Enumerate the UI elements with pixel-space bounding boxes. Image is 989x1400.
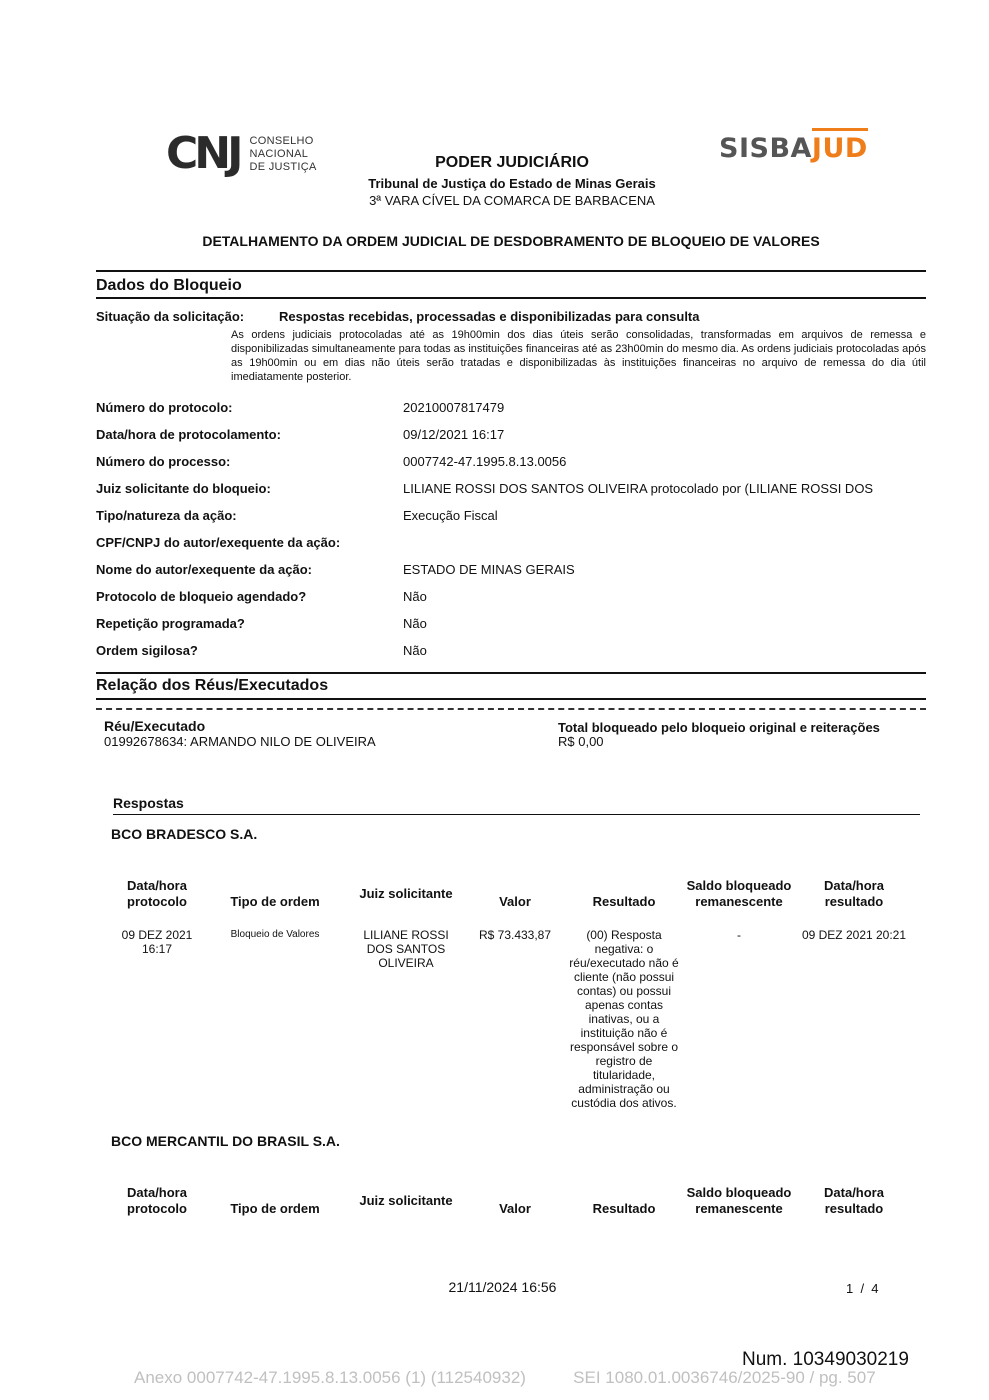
cell-line: DOS SANTOS <box>366 942 446 956</box>
cnj-logo <box>166 128 317 179</box>
reu-value: 01992678634: ARMANDO NILO DE OLIVEIRA <box>104 734 376 749</box>
column-header-line: Data/hora <box>824 1185 884 1200</box>
field-value: 20210007817479 <box>403 400 505 415</box>
column-header-data-resultado <box>804 878 904 910</box>
field-value: LILIANE ROSSI DOS SANTOS OLIVEIRA protocolado por (LILIANE ROSSI DOS <box>403 481 874 496</box>
cell-valor: R$ 73.433,87 <box>478 928 552 942</box>
field-value: Não <box>403 589 427 604</box>
cell-line: custódia dos ativos. <box>571 1096 677 1110</box>
cell-resultado <box>560 928 688 1110</box>
column-header-tipo: Tipo de ordem <box>230 1201 320 1216</box>
column-header-line: resultado <box>824 894 884 909</box>
dashed-separator <box>96 708 926 710</box>
cnj-logo-line: DE JUSTIÇA <box>249 160 317 173</box>
field-label: Número do processo: <box>96 454 231 469</box>
sisbajud-logo-orange: JUD <box>811 133 868 164</box>
column-header-line: resultado <box>824 1201 884 1216</box>
page-number: 1 / 4 <box>846 1281 879 1296</box>
reu-header: Réu/Executado <box>104 718 206 734</box>
field-value: Não <box>403 616 427 631</box>
situacao-label: Situação da solicitação: <box>96 309 245 324</box>
cell-line: instituição não é <box>580 1026 668 1040</box>
sisbajud-logo-gray: SISBA <box>719 133 812 164</box>
column-header-juiz: Juiz solicitante <box>359 1193 453 1208</box>
respostas-title: Respostas <box>113 795 184 811</box>
column-header-line: Saldo bloqueado <box>686 1185 792 1200</box>
section-title-reus: Relação dos Réus/Executados <box>96 677 329 694</box>
column-header-resultado: Resultado <box>592 894 656 909</box>
field-label: Nome do autor/exequente da ação: <box>96 562 312 577</box>
column-header-line: Saldo bloqueado <box>686 878 792 893</box>
cell-line: administração ou <box>578 1082 670 1096</box>
cell-line: responsável sobre o <box>569 1040 679 1054</box>
field-label: Número do protocolo: <box>96 400 233 415</box>
cell-line: 16:17 <box>141 942 173 956</box>
field-value: 09/12/2021 16:17 <box>403 427 505 442</box>
field-value: 0007742-47.1995.8.13.0056 <box>403 454 567 469</box>
cell-line: cliente (não possui <box>573 970 675 984</box>
column-header-line: protocolo <box>127 1201 187 1216</box>
section-rule-bottom <box>96 297 926 299</box>
column-header-data-protocolo <box>107 878 207 910</box>
section-title-dados: Dados do Bloqueio <box>96 277 242 294</box>
cell-line: OLIVEIRA <box>378 956 434 970</box>
column-header-line: protocolo <box>127 894 187 909</box>
field-value: ESTADO DE MINAS GERAIS <box>403 562 575 577</box>
field-label: Ordem sigilosa? <box>96 643 198 658</box>
column-header-line: remanescente <box>695 1201 783 1216</box>
cell-saldo: - <box>737 928 741 942</box>
column-header-juiz: Juiz solicitante <box>359 886 453 901</box>
document-number: Num. 10349030219 <box>742 1349 909 1370</box>
field-label: Repetição programada? <box>96 616 245 631</box>
section-rule-bottom <box>96 698 926 700</box>
column-header-data-protocolo <box>107 1185 207 1217</box>
cnj-logo-line: CONSELHO <box>249 134 314 147</box>
bank-name: BCO BRADESCO S.A. <box>111 826 258 842</box>
field-value: Não <box>403 643 427 658</box>
cell-line: LILIANE ROSSI <box>363 928 449 942</box>
column-header-valor: Valor <box>499 1201 531 1216</box>
field-label: Juiz solicitante do bloqueio: <box>96 481 271 496</box>
section-rule-top <box>96 270 926 272</box>
column-header-line: remanescente <box>695 894 783 909</box>
field-label: Protocolo de bloqueio agendado? <box>96 589 307 604</box>
field-label: Data/hora de protocolamento: <box>96 427 281 442</box>
column-header-tipo: Tipo de ordem <box>230 894 320 909</box>
column-header-line: Data/hora <box>824 878 884 893</box>
document-title: DETALHAMENTO DA ORDEM JUDICIAL DE DESDOBRAMENTO DE BLOQUEIO DE VALORES <box>202 233 820 249</box>
cell-juiz <box>346 928 466 970</box>
field-value: Execução Fiscal <box>403 508 498 523</box>
cell-line: (00) Resposta <box>586 928 662 942</box>
cell-data-resultado: 09 DEZ 2021 20:21 <box>801 928 907 942</box>
bank-name: BCO MERCANTIL DO BRASIL S.A. <box>111 1133 340 1149</box>
vara-name: 3ª VARA CÍVEL DA COMARCA DE BARBACENA <box>369 193 655 208</box>
cell-line: inativas, ou a <box>588 1012 660 1026</box>
column-header-saldo <box>679 1185 799 1217</box>
situacao-value: Respostas recebidas, processadas e disponibilizadas para consulta <box>279 309 700 324</box>
cell-line: réu/executado não é <box>569 956 679 970</box>
section-rule-top <box>96 672 926 674</box>
column-header-saldo <box>679 878 799 910</box>
situacao-note: As ordens judiciais protocoladas até as 19h00min dos dias úteis serão consolidadas, transformadas em arquivos de remessa e disponibilizadas simultaneamente para todas as instituições financeiras até as 23h00min do mesmo dia. As ordens judiciais protocoladas após as 19h00min ou em dias não úteis serão tratadas e disponibilizadas às instituições financeiras no arquivo de remessa do dia útil imediatamente posterior. <box>231 329 926 383</box>
field-label: Tipo/natureza da ação: <box>96 508 237 523</box>
cell-line: titularidade, <box>592 1068 656 1082</box>
respostas-rule <box>113 814 920 815</box>
total-header: Total bloqueado pelo bloqueio original e reiterações <box>558 720 880 735</box>
sisbajud-logo <box>719 133 868 164</box>
cell-line: registro de <box>595 1054 653 1068</box>
cell-data-protocolo <box>107 928 207 956</box>
column-header-resultado: Resultado <box>592 1201 656 1216</box>
poder-judiciario: PODER JUDICIÁRIO <box>435 154 589 171</box>
column-header-valor: Valor <box>499 894 531 909</box>
column-header-data-resultado <box>804 1185 904 1217</box>
cnj-logo-mark: CNJ <box>166 128 240 179</box>
cell-tipo: Bloqueio de Valores <box>230 929 320 940</box>
total-value: R$ 0,00 <box>558 734 604 749</box>
column-header-line: Data/hora <box>127 878 187 893</box>
column-header-line: Data/hora <box>127 1185 187 1200</box>
footer-date: 21/11/2024 16:56 <box>448 1279 557 1295</box>
field-label: CPF/CNPJ do autor/exequente da ação: <box>96 535 341 550</box>
cell-line: contas) ou possui <box>576 984 672 998</box>
tribunal-name: Tribunal de Justiça do Estado de Minas Gerais <box>368 176 656 191</box>
anexo-watermark: Anexo 0007742-47.1995.8.13.0056 (1) (112540932) SEI 1080.01.0036746/2025-90 / pg. 507 <box>134 1368 876 1387</box>
cell-line: apenas contas <box>584 998 664 1012</box>
cell-line: negativa: o <box>594 942 654 956</box>
cell-line: 09 DEZ 2021 <box>121 928 193 942</box>
cnj-logo-line: NACIONAL <box>249 147 309 160</box>
